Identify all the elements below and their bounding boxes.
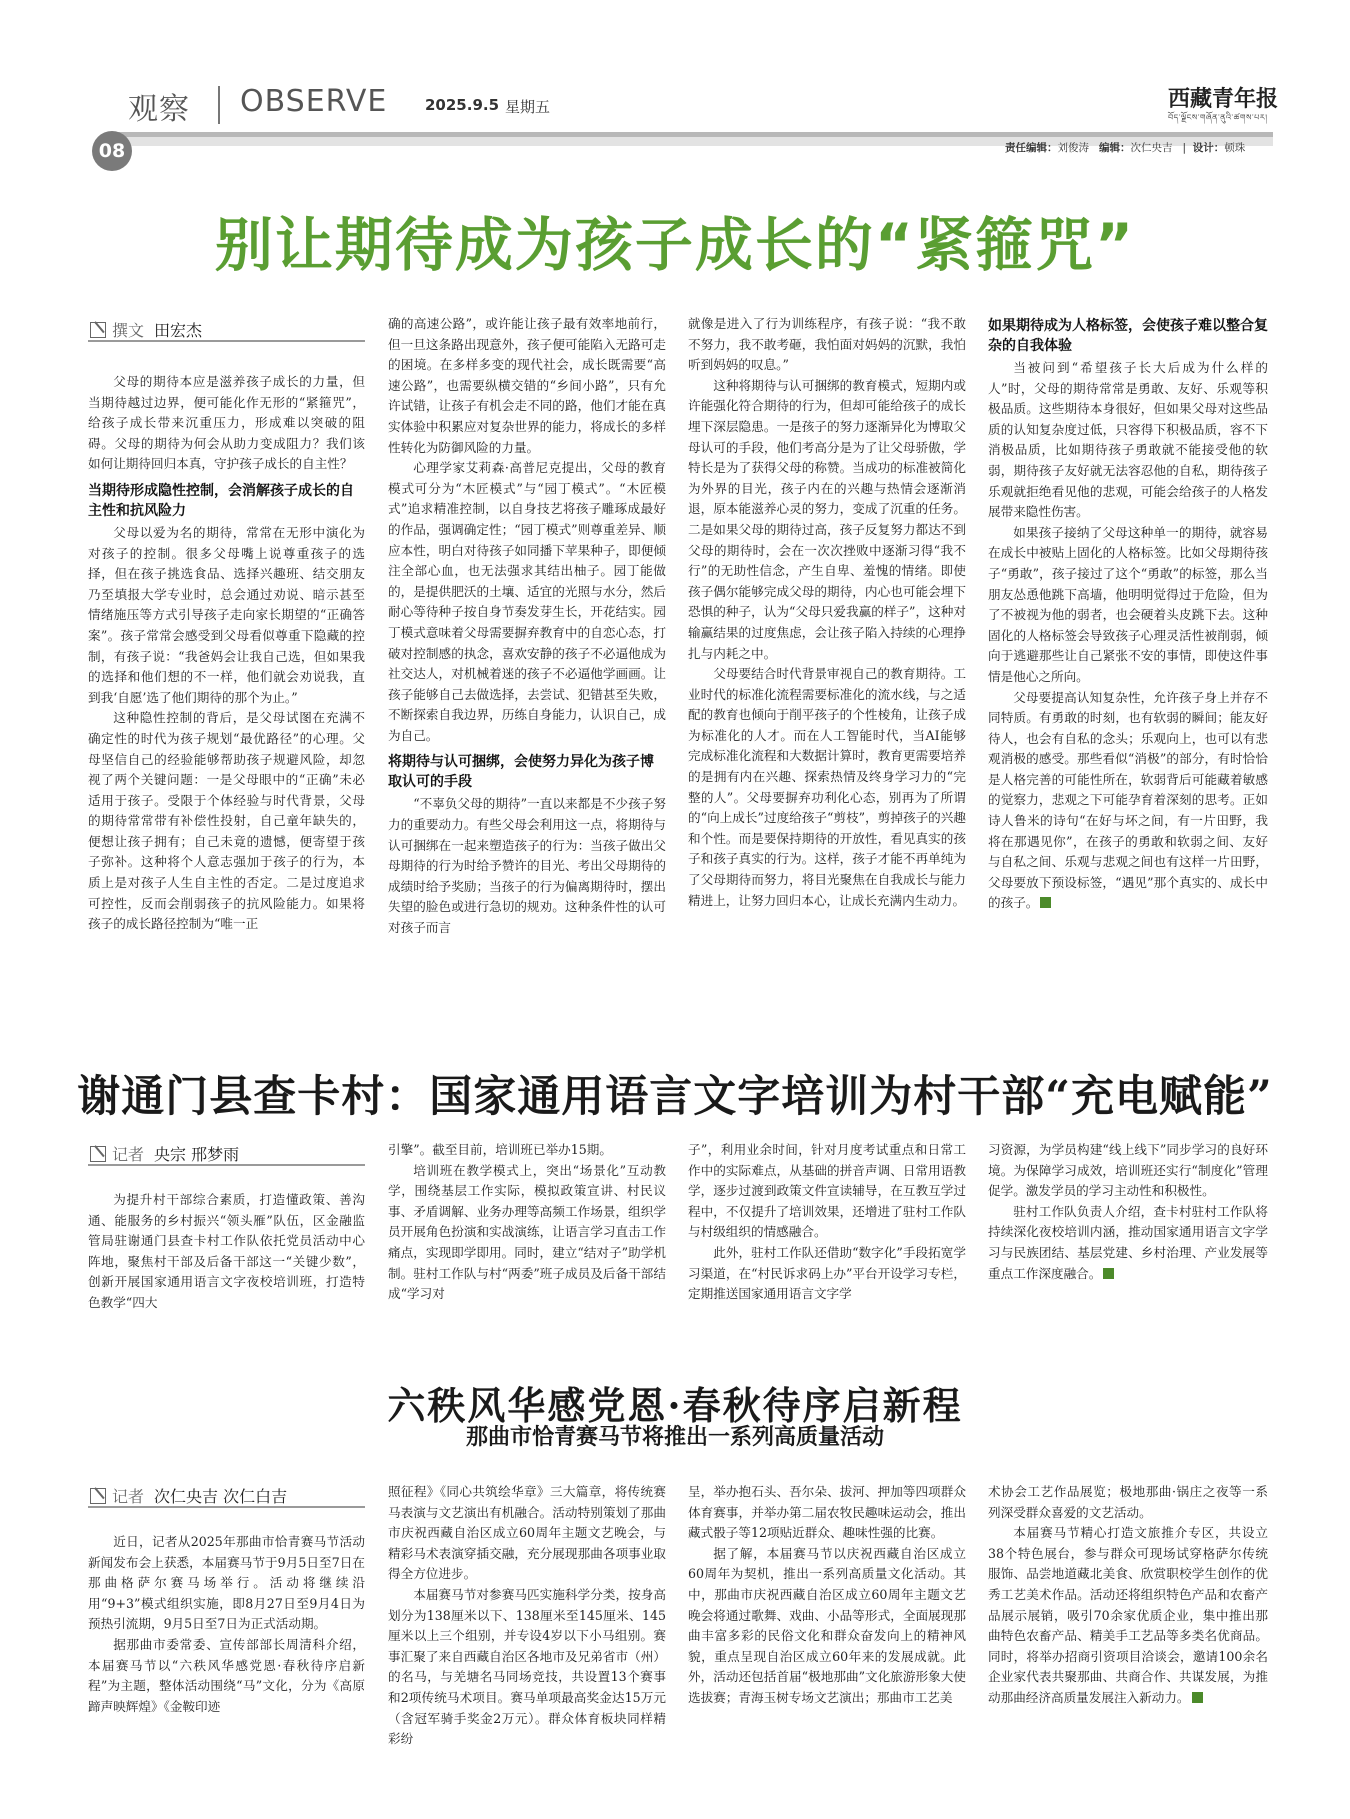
article1-byline — [90, 318, 202, 341]
body-paragraph: 父母要提高认知复杂性，允许孩子身上并存不同特质。有勇敢的时刻，也有软弱的瞬间；能友好待人，也会有自私的念头；乐观向上，也可以有悲观消极的感受。那些看似“消极”的部分，有时恰恰是人格完善的可能性所在，软弱背后可能藏着敏感的觉察力，悲观之下可能孕育着深刻的思考。正如诗人鲁米的诗句“在好与坏之间，有一片田野，我将在那遇见你”，在孩子的勇敢和软弱之间、友好与自私之间、乐观与悲观之间也有这样一片田野，父母要放下预设标签，“遇见”那个真实的、成长中的孩子。 — [988, 689, 1268, 911]
article2-column-4 — [988, 1140, 1268, 1330]
editor-credits: 责任编辑：刘俊涛 编辑：次仁央吉 | 设计：顿珠 — [1005, 142, 1246, 154]
body-paragraph: 为提升村干部综合素质，打造懂政策、善沟通、能服务的乡村振兴“领头雁”队伍，区金融监管局驻谢通门县查卡村工作队依托党员活动中心阵地，聚焦村干部及后备干部这一“关键少数”，创新开展国家通用语言文字夜校培训班，打造特色教学“四大 — [88, 1192, 365, 1310]
designer-name: 顿珠 — [1224, 142, 1246, 154]
article1-column-1 — [88, 372, 365, 1014]
end-mark-icon — [1103, 1268, 1114, 1279]
newspaper-logo: 西藏青年报 — [1168, 86, 1279, 112]
article3-headline: 六秩风华感党恩·春秋待序启新程 — [387, 1383, 963, 1428]
article1-column-2 — [388, 314, 666, 1014]
article3-byline-rule — [88, 1506, 365, 1508]
section-subheading: 如果期待成为人格标签，会使孩子难以整合复杂的自我体验 — [988, 318, 1268, 354]
body-paragraph: 如果孩子接纳了父母这种单一的期待，就容易在成长中被贴上固化的人格标签。比如父母期待孩子“勇敢”，孩子接过了这个“勇敢”的标签，那么当朋友怂恿他跳下高墙，他明明觉得过于危险，但为了不被视为他的弱者，也会硬着头皮跳下去。这种固化的人格标签会导致孩子心理灵活性被削弱，倾向于逃避那些让自己紧张不安的事情，即使这件事情是他心之所向。 — [988, 524, 1268, 684]
article1-column-4 — [988, 316, 1268, 1016]
article2-headline: 谢通门县查卡村：国家通用语言文字培训为村干部“充电赋能” — [77, 1072, 1273, 1122]
article1-column-3 — [688, 314, 966, 1014]
designer-label: 设计： — [1192, 142, 1225, 154]
article3-column-4 — [988, 1482, 1268, 1804]
section-subheading: 当期待形成隐性控制，会消解孩子成长的自主性和抗风险力 — [88, 482, 354, 519]
body-paragraph: 术协会工艺作品展览；极地那曲·锅庄之夜等一系列深受群众喜爱的文艺活动。 — [988, 1484, 1268, 1520]
article3-byline-label: 记者 — [112, 1487, 145, 1506]
end-mark-icon — [1040, 897, 1051, 908]
article3-column-3 — [688, 1482, 966, 1804]
article2-byline-label: 记者 — [112, 1145, 145, 1164]
article3-column-1 — [88, 1532, 365, 1804]
body-paragraph: 培训班在教学模式上，突出“场景化”互动教学，围绕基层工作实际，模拟政策宣讲、村民议事、矛盾调解、业务办理等高频工作场景，组织学员开展角色扮演和实战演练，让语言学习直击工作痛点，实现即学即用。同时，建立“结对子”助学机制。驻村工作队与村“两委”班子成员及后备干部结成“学习对 — [388, 1162, 666, 1302]
body-paragraph: 这种隐性控制的背后，是父母试图在充满不确定性的时代为孩子规划“最优路径”的心理。父母坚信自己的经验能够帮助孩子规避风险，却忽视了两个关键问题：一是父母眼中的“正确”未必适用于孩子。受限于个体经验与时代背景，父母的期待常常带有补偿性投射，自己童年缺失的，便想让孩子拥有；自己未竟的遗憾，便寄望于孩子弥补。这种将个人意志强加于孩子的行为，本质上是对孩子人生自主性的否定。二是过度追求可控性，反而会削弱孩子的抗风险能力。如果将孩子的成长路径控制为“唯一正 — [88, 710, 365, 932]
editor-in-charge: 刘俊涛 — [1057, 142, 1089, 154]
section-name-cn: 观察 — [128, 92, 190, 127]
article3-author: 次仁央吉 次仁白吉 — [154, 1487, 288, 1506]
body-paragraph: 本届赛马节精心打造文旅推介专区，共设立38个特色展台，参与群众可现场试穿格萨尔传统服饰、品尝地道藏北美食、欣赏职校学生创作的优秀工艺美术作品。活动还将组织特色产品和农畜产品展示展销，吸引70余家优质企业，集中推出那曲特色农畜产品、精美手工艺品等多类名优商品。同时，将举办招商引资项目洽谈会，邀请100余名企业家代表共聚那曲、共商合作、共谋发展，为推动那曲经济高质量发展注入新动力。 — [988, 1525, 1268, 1705]
editor-in-charge-label: 责任编辑： — [1005, 142, 1058, 154]
issue-weekday: 星期五 — [505, 98, 551, 116]
body-paragraph: 父母的期待本应是滋养孩子成长的力量，但当期待越过边界，便可能化作无形的“紧箍咒”，给孩子成长带来沉重压力，形成难以突破的阻碍。父母的期待为何会从助力变成阻力？我们该如何让期待回归本真，守护孩子成长的自主性？ — [88, 374, 365, 472]
issue-date: 2025.9.5 — [425, 96, 500, 114]
body-paragraph: 当被问到“希望孩子长大后成为什么样的人”时，父母的期待常常是勇敢、友好、乐观等积极品质。这些期待本身很好，但如果父母对这些品质的认知复杂度过低，只容得下积极品质，容不下消极品质，比如期待孩子勇敢就不能接受他的软弱，期待孩子友好就无法容忍他的自私，期待孩子乐观就拒绝看见他的悲观，可能会给孩子的人格发展带来隐性伤害。 — [988, 360, 1268, 520]
article2-column-2 — [388, 1140, 666, 1330]
body-paragraph: 就像是进入了行为训练程序，有孩子说：“我不敢不努力，我不敢考砸，我怕面对妈妈的沉默，我怕听到妈妈的叹息。” — [688, 316, 966, 373]
body-paragraph: 据那曲市委常委、宣传部部长周清科介绍，本届赛马节以“六秩风华感党恩·春秋待序启新程”为主题，整体活动围绕“马”文化，分为《高原蹄声映辉煌》《金鞍印迹 — [88, 1636, 365, 1714]
pen-square-icon — [90, 1146, 106, 1162]
editor-label: 编辑： — [1099, 142, 1131, 154]
article2-author: 央宗 邢梦雨 — [154, 1145, 240, 1164]
article3-byline — [90, 1484, 287, 1507]
body-paragraph: 近日，记者从2025年那曲市恰青赛马节活动新闻发布会上获悉，本届赛马节于9月5日至7日在那曲格萨尔赛马场举行。活动将继续沿用“9+3”模式组织实施，即8月27日至9月4日为预热引流期，9月5日至7日为正式活动期。 — [88, 1534, 365, 1632]
section-name-en: OBSERVE — [240, 84, 388, 119]
body-paragraph: 这种将期待与认可捆绑的教育模式，短期内或许能强化符合期待的行为，但却可能给孩子的成长埋下深层隐患。一是孩子的努力逐渐异化为博取父母认可的手段，他们考高分是为了让父母骄傲，学特长是为了获得父母的称赞。当成功的标准被简化为外界的目光，孩子内在的兴趣与热情会逐渐消退，原本能滋养心灵的努力，变成了沉重的任务。二是如果父母的期待过高，孩子反复努力都达不到父母的期待时，会在一次次挫败中逐渐习得“我不行”的无助性信念，产生自卑、羞愧的情绪。即使孩子偶尔能够完成父母的期待，内心也可能会埋下恐惧的种子，认为“父母只爱我赢的样子”，这种对输赢结果的过度焦虑，会让孩子陷入持续的心理挣扎与内耗之中。 — [688, 377, 966, 661]
article2-column-1 — [88, 1190, 365, 1330]
article2-byline — [90, 1142, 239, 1165]
article1-byline-label: 撰文 — [112, 321, 145, 340]
body-paragraph: 此外，驻村工作队还借助“数字化”手段拓宽学习渠道，在“村民诉求码上办”平台开设学习专栏，定期推送国家通用语言文字学 — [688, 1244, 966, 1302]
pen-square-icon — [90, 322, 106, 338]
body-paragraph: 子”，利用业余时间，针对月度考试重点和日常工作中的实际难点，从基础的拼音声调、日常用语教学，逐步过渡到政策文件宣读辅导，在互教互学过程中，不仅提升了培训效果，还增进了驻村工作队与村级组织的情感融合。 — [688, 1142, 966, 1240]
body-paragraph: 呈，举办抱石头、吾尔朵、拔河、押加等四项群众体育赛事，并举办第二届农牧民趣味运动会，推出藏式骰子等12项贴近群众、趣味性强的比赛。 — [688, 1484, 966, 1541]
article2-byline-rule — [88, 1164, 365, 1166]
article1-byline-rule — [88, 340, 365, 342]
body-paragraph: 确的高速公路”，或许能让孩子最有效率地前行，但一旦这条路出现意外，孩子便可能陷入无路可走的困境。在多样多变的现代社会，成长既需要“高速公路”，也需要纵横交错的“乡间小路”，只有允许试错，让孩子有机会走不同的路，他们才能在真实体验中积累应对复杂世界的能力，将成长的多样性转化为防御风险的力量。 — [388, 316, 666, 455]
body-paragraph: “不辜负父母的期待”一直以来都是不少孩子努力的重要动力。有些父母会利用这一点，将期待与认可捆绑在一起来塑造孩子的行为：当孩子做出父母期待的行为时给予赞许的目光、考出父母期待的成绩时给予奖励；当孩子的行为偏离期待时，摆出失望的脸色或进行急切的规劝。这种条件性的认可对孩子而言 — [388, 796, 666, 936]
body-paragraph: 心理学家艾莉森·高普尼克提出，父母的教育模式可分为“木匠模式”与“园丁模式”。“木匠模式”追求精准控制，以自身技艺将孩子雕琢成最好的作品，强调确定性；“园丁模式”则尊重差异、顺应本性，明白对待孩子如同播下苹果种子，即便倾注全部心血，也无法强求其结出柚子。园丁能做的，是提供肥沃的土壤、适宜的光照与水分，然后耐心等待种子按自身节奏发芽生长，开花结实。园丁模式意味着父母需要摒弃教育中的自恋心态，打破对控制感的执念，喜欢安静的孩子不必逼他成为社交达人，对机械着迷的孩子不必逼他学画画。让孩子能够自己去做选择，去尝试、犯错甚至失败，不断探索自我边界，历练自身能力，认识自己，成为自己。 — [388, 460, 666, 743]
section-subheading: 将期待与认可捆绑，会使努力异化为孩子博取认可的手段 — [388, 754, 654, 791]
article3-column-2 — [388, 1482, 666, 1804]
page-number-badge: 08 — [92, 131, 132, 171]
article1-headline: 别让期待成为孩子成长的“紧箍咒” — [214, 211, 1136, 279]
article2-column-3 — [688, 1140, 966, 1330]
body-paragraph: 驻村工作队负责人介绍，查卡村驻村工作队将持续深化夜校培训内涵，推动国家通用语言文字学习与民族团结、基层党建、乡村治理、产业发展等重点工作深度融合。 — [988, 1203, 1268, 1281]
article3-subheadline: 那曲市恰青赛马节将推出一系列高质量活动 — [465, 1424, 884, 1450]
body-paragraph: 本届赛马节对参赛马匹实施科学分类，按身高划分为138厘米以下、138厘米至145厘米、145厘米以上三个组别，并专设4岁以下小马组别。赛事汇聚了来自西藏自治区各地市及兄弟省市（州）的名马，与羌塘名马同场竞技，共设置13个赛事和2项传统马术项目。赛马单项最高奖金达15万元（含冠军骑手奖金2万元）。群众体育板块同样精彩纷 — [388, 1586, 666, 1747]
header-divider — [218, 86, 220, 124]
newspaper-logo-tibetan: བོད་ལྗོངས་གཞོན་ནུའི་ཚགས་པར། — [1168, 113, 1268, 122]
body-paragraph: 照征程》《同心共筑绘华章》三大篇章，将传统赛马表演与文艺演出有机融合。活动特别策划了那曲市庆祝西藏自治区成立60周年主题文艺晚会，与精彩马术表演穿插交融，充分展现那曲各项事业取得全方位进步。 — [388, 1484, 666, 1582]
body-paragraph: 父母以爱为名的期待，常常在无形中演化为对孩子的控制。很多父母嘴上说尊重孩子的选择，但在孩子挑选食品、选择兴趣班、结交朋友乃至填报大学专业时，总会通过劝说、暗示甚至情绪施压等方式引导孩子走向家长期望的“正确答案”。孩子常常会感受到父母看似尊重下隐藏的控制，有孩子说：“我爸妈会让我自己选，但如果我的选择和他们想的不一样，他们就会劝说我，直到我‘自愿’选了他们期待的那个为止。” — [88, 524, 365, 705]
body-paragraph: 习资源，为学员构建“线上线下”同步学习的良好环境。为保障学习成效，培训班还实行“制度化”管理促学。激发学员的学习主动性和积极性。 — [988, 1142, 1268, 1199]
pen-square-icon — [90, 1488, 106, 1504]
end-mark-icon — [1192, 1692, 1203, 1703]
body-paragraph: 引擎”。截至目前，培训班已举办15期。 — [388, 1142, 612, 1157]
article1-author: 田宏杰 — [154, 321, 203, 340]
body-paragraph: 据了解，本届赛马节以庆祝西藏自治区成立60周年为契机，推出一系列高质量文化活动。其中，那曲市庆祝西藏自治区成立60周年主题文艺晚会将通过歌舞、戏曲、小品等形式，全面展现那曲丰富多彩的民俗文化和群众奋发向上的精神风貌，重点呈现自治区成立60年来的发展成就。此外，活动还包括首届“极地那曲”文化旅游形象大使选拔赛；青海玉树专场文艺演出；那曲市工艺美 — [688, 1545, 966, 1705]
editor-name: 次仁央吉 — [1130, 142, 1173, 154]
body-paragraph: 父母要结合时代背景审视自己的教育期待。工业时代的标准化流程需要标准化的流水线，与之适配的教育也倾向于削平孩子的个性棱角，让孩子成为标准化的人才。而在人工智能时代，当AI能够完成标准化流程和大数据计算时，教育更需要培养的是拥有内在兴趣、探索热情及终身学习力的“完整的人”。父母要摒弃功利化心态，别再为了所谓的“向上成长”过度给孩子“剪枝”，剪掉孩子的兴趣和个性。而是要保持期待的开放性，看见真实的孩子和孩子真实的行为。这样，孩子才能不再单纯为了父母期待而努力，将目光聚焦在自我成长与能力精进上，让努力回归本心，让成长充满内生动力。 — [688, 666, 966, 908]
